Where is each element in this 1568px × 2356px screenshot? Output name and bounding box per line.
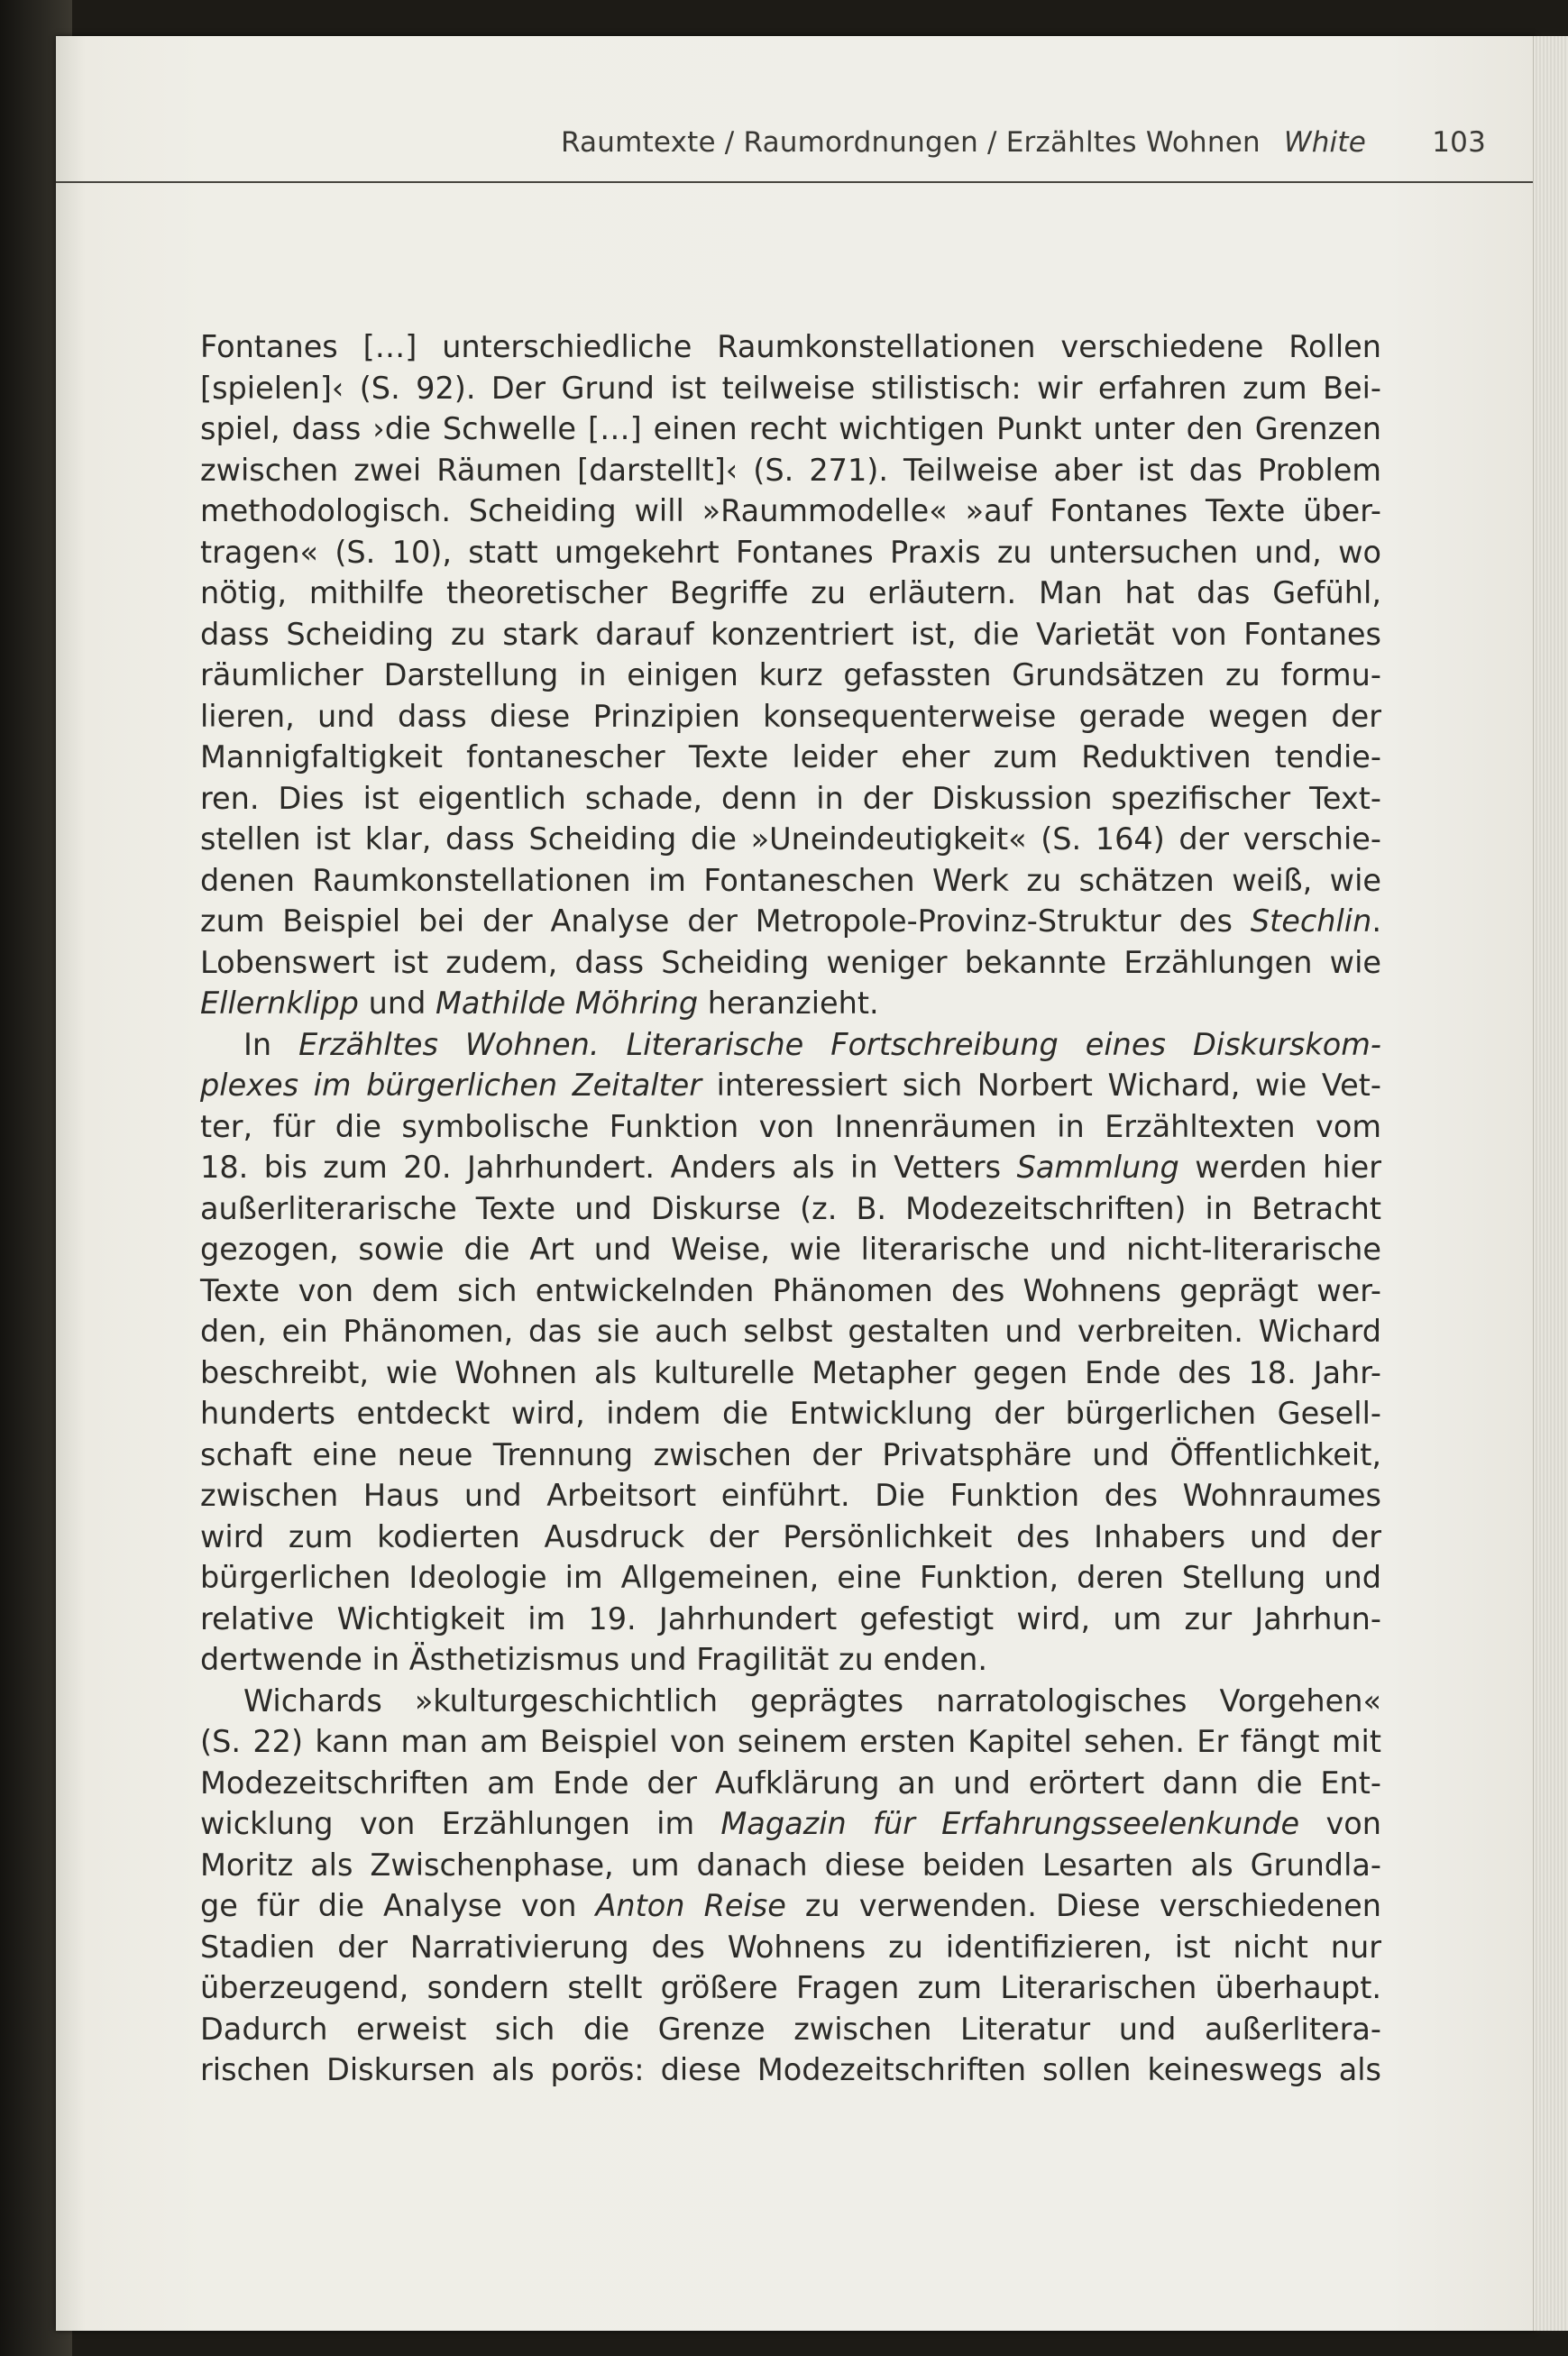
page-number: 103 bbox=[1432, 126, 1486, 159]
text-segment: außerliterarische Texte und Diskurse (z. B. Modezeitschriften) in Betracht bbox=[200, 1190, 1381, 1226]
text-line bbox=[200, 778, 1381, 820]
text-line bbox=[200, 1639, 1381, 1681]
text-line bbox=[200, 1188, 1381, 1230]
text-segment: heranzieht. bbox=[698, 985, 879, 1021]
text-segment: wicklung von Erzählungen im bbox=[200, 1806, 721, 1841]
text-segment: Mannigfaltigkeit fontanescher Texte leider eher zum Reduktiven tendie- bbox=[200, 739, 1381, 775]
text-segment: hunderts entdeckt wird, indem die Entwicklung der bürgerlichen Gesell- bbox=[200, 1396, 1381, 1431]
text-line bbox=[200, 1352, 1381, 1394]
text-segment: methodologisch. Scheiding will »Raummodelle« »auf Fontanes Texte über- bbox=[200, 493, 1381, 528]
text-segment: zwischen zwei Räumen [darstellt]‹ (S. 271). Teilweise aber ist das Problem bbox=[200, 452, 1381, 488]
text-segment: Texte von dem sich entwickelnden Phänomen des Wohnens geprägt wer- bbox=[200, 1272, 1381, 1308]
text-line bbox=[200, 1927, 1381, 1968]
text-segment: nötig, mithilfe theoretischer Begriffe zu erläutern. Man hat das Gefühl, bbox=[200, 575, 1381, 610]
text-line bbox=[200, 408, 1381, 450]
text-segment: überzeugend, sondern stellt größere Fragen zum Literarischen überhaupt. bbox=[200, 1970, 1381, 2005]
text-line bbox=[200, 1106, 1381, 1148]
text-segment: lieren, und dass diese Prinzipien konsequenterweise gerade wegen der bbox=[200, 698, 1381, 734]
text-segment: bürgerlichen Ideologie im Allgemeinen, eine Funktion, deren Stellung und bbox=[200, 1560, 1381, 1595]
text-segment: räumlicher Darstellung in einigen kurz gefassten Grundsätzen zu formu- bbox=[200, 657, 1381, 692]
text-segment: Dadurch erweist sich die Grenze zwischen Literatur und außerlitera- bbox=[200, 2011, 1381, 2047]
text-segment: relative Wichtigkeit im 19. Jahrhundert gefestigt wird, um zur Jahrhun- bbox=[200, 1600, 1381, 1636]
text-segment: [spielen]‹ (S. 92). Der Grund ist teilweise stilistisch: wir erfahren zum Bei- bbox=[200, 370, 1381, 406]
text-line bbox=[200, 655, 1381, 696]
text-segment: ge für die Analyse von bbox=[200, 1888, 596, 1923]
text-line bbox=[200, 1270, 1381, 1312]
italic-title-segment: Ellernklipp bbox=[200, 985, 359, 1021]
text-line bbox=[200, 1475, 1381, 1517]
text-segment: gezogen, sowie die Art und Weise, wie literarische und nicht-literarische bbox=[200, 1232, 1381, 1267]
text-segment: dertwende in Ästhetizismus und Fragilität zu enden. bbox=[200, 1642, 988, 1677]
text-line bbox=[200, 450, 1381, 491]
text-segment: werden hier bbox=[1178, 1150, 1381, 1185]
text-line bbox=[200, 326, 1381, 368]
text-segment: von bbox=[1299, 1806, 1382, 1841]
text-segment: und bbox=[358, 985, 436, 1021]
text-line bbox=[200, 942, 1381, 984]
italic-title-segment: Sammlung bbox=[1016, 1150, 1179, 1185]
text-line bbox=[200, 573, 1381, 614]
text-line bbox=[200, 901, 1381, 942]
text-segment: schaft eine neue Trennung zwischen der Privatsphäre und Öffentlichkeit, bbox=[200, 1436, 1381, 1472]
italic-title-segment: Magazin für Erfahrungsseelenkunde bbox=[720, 1806, 1300, 1841]
italic-title-segment: plexes im bürgerlichen Zeitalter bbox=[200, 1068, 702, 1103]
text-line bbox=[200, 1763, 1381, 1804]
text-line bbox=[200, 1311, 1381, 1352]
text-segment: Stadien der Narrativierung des Wohnens zu identifizieren, ist nicht nur bbox=[200, 1929, 1381, 1965]
running-head-author: White bbox=[1283, 126, 1366, 159]
text-line bbox=[200, 2049, 1381, 2091]
text-line bbox=[200, 1557, 1381, 1599]
text-line bbox=[200, 2009, 1381, 2050]
book-page bbox=[56, 36, 1535, 2331]
text-segment: Wichards »kulturgeschichtlich geprägtes narratologisches Vorgehen« bbox=[243, 1682, 1381, 1719]
text-segment: zu verwenden. Diese verschiedenen bbox=[785, 1888, 1382, 1923]
italic-title-segment: Anton Reise bbox=[595, 1888, 786, 1923]
text-line bbox=[200, 1681, 1381, 1722]
text-line bbox=[200, 1967, 1381, 2009]
text-line bbox=[200, 1803, 1381, 1845]
text-line bbox=[200, 1065, 1381, 1106]
text-segment: . bbox=[1371, 903, 1381, 939]
text-line bbox=[200, 737, 1381, 778]
text-line bbox=[200, 1229, 1381, 1270]
text-line bbox=[200, 1885, 1381, 1927]
text-segment: Fontanes […] unterschiedliche Raumkonstellationen verschiedene Rollen bbox=[200, 329, 1381, 364]
body-text bbox=[200, 326, 1381, 2091]
text-line bbox=[200, 860, 1381, 902]
text-segment: den, ein Phänomen, das sie auch selbst gestalten und verbreiten. Wichard bbox=[200, 1314, 1381, 1349]
text-segment: rischen Diskursen als porös: diese Modezeitschriften sollen keineswegs als bbox=[200, 2052, 1381, 2087]
text-segment: Moritz als Zwischenphase, um danach diese beiden Lesarten als Grundla- bbox=[200, 1847, 1381, 1883]
page-stack-edge bbox=[1533, 36, 1568, 2331]
text-line bbox=[200, 983, 1381, 1024]
text-segment: 18. bis zum 20. Jahrhundert. Anders als in Vetters bbox=[200, 1150, 1017, 1185]
text-segment: spiel, dass ›die Schwelle […] einen recht wichtigen Punkt unter den Grenzen bbox=[200, 411, 1381, 446]
text-segment: tragen« (S. 10), statt umgekehrt Fontanes Praxis zu untersuchen und, wo bbox=[200, 534, 1381, 570]
text-segment: zwischen Haus und Arbeitsort einführt. Die Funktion des Wohnraumes bbox=[200, 1478, 1381, 1513]
text-segment: In bbox=[243, 1026, 299, 1062]
text-line bbox=[200, 1599, 1381, 1640]
text-line bbox=[200, 1517, 1381, 1558]
italic-title-segment: Erzähltes Wohnen. Literarische Fortschreibung eines Diskurskom- bbox=[298, 1026, 1381, 1062]
text-segment: dass Scheiding zu stark darauf konzentriert ist, die Varietät von Fontanes bbox=[200, 616, 1381, 652]
text-line bbox=[200, 1393, 1381, 1435]
text-segment: ren. Dies ist eigentlich schade, denn in der Diskussion spezifischer Text- bbox=[200, 780, 1381, 816]
text-line bbox=[200, 819, 1381, 860]
text-line bbox=[200, 1147, 1381, 1188]
text-segment: Lobenswert ist zudem, dass Scheiding weniger bekannte Erzählungen wie bbox=[200, 944, 1381, 980]
text-line bbox=[200, 1845, 1381, 1886]
text-segment: Modezeitschriften am Ende der Aufklärung an und erörtert dann die Ent- bbox=[200, 1765, 1381, 1801]
text-segment: zum Beispiel bei der Analyse der Metropole-Provinz-Struktur des bbox=[200, 903, 1251, 939]
running-head bbox=[561, 126, 1490, 159]
italic-title-segment: Stechlin bbox=[1250, 903, 1372, 939]
text-segment: interessiert sich Norbert Wichard, wie Vet- bbox=[701, 1068, 1381, 1103]
italic-title-segment: Mathilde Möhring bbox=[435, 985, 699, 1021]
text-segment: beschreibt, wie Wohnen als kulturelle Metapher gegen Ende des 18. Jahr- bbox=[200, 1354, 1381, 1390]
text-line bbox=[200, 490, 1381, 532]
text-line bbox=[200, 1721, 1381, 1763]
text-line bbox=[200, 1435, 1381, 1476]
text-segment: stellen ist klar, dass Scheiding die »Uneindeutigkeit« (S. 164) der verschie- bbox=[200, 821, 1381, 857]
text-line bbox=[200, 1024, 1381, 1066]
text-segment: denen Raumkonstellationen im Fontaneschen Werk zu schätzen weiß, wie bbox=[200, 862, 1381, 898]
header-rule bbox=[56, 181, 1568, 183]
text-line bbox=[200, 368, 1381, 409]
running-head-title: Raumtexte / Raumordnungen / Erzähltes Wohnen bbox=[561, 126, 1261, 159]
text-line bbox=[200, 532, 1381, 573]
text-segment: wird zum kodierten Ausdruck der Persönlichkeit des Inhabers und der bbox=[200, 1518, 1381, 1554]
text-segment: ter, für die symbolische Funktion von Innenräumen in Erzähltexten vom bbox=[200, 1108, 1381, 1144]
text-segment: (S. 22) kann man am Beispiel von seinem ersten Kapitel sehen. Er fängt mit bbox=[200, 1724, 1381, 1759]
text-line bbox=[200, 696, 1381, 738]
text-line bbox=[200, 614, 1381, 655]
